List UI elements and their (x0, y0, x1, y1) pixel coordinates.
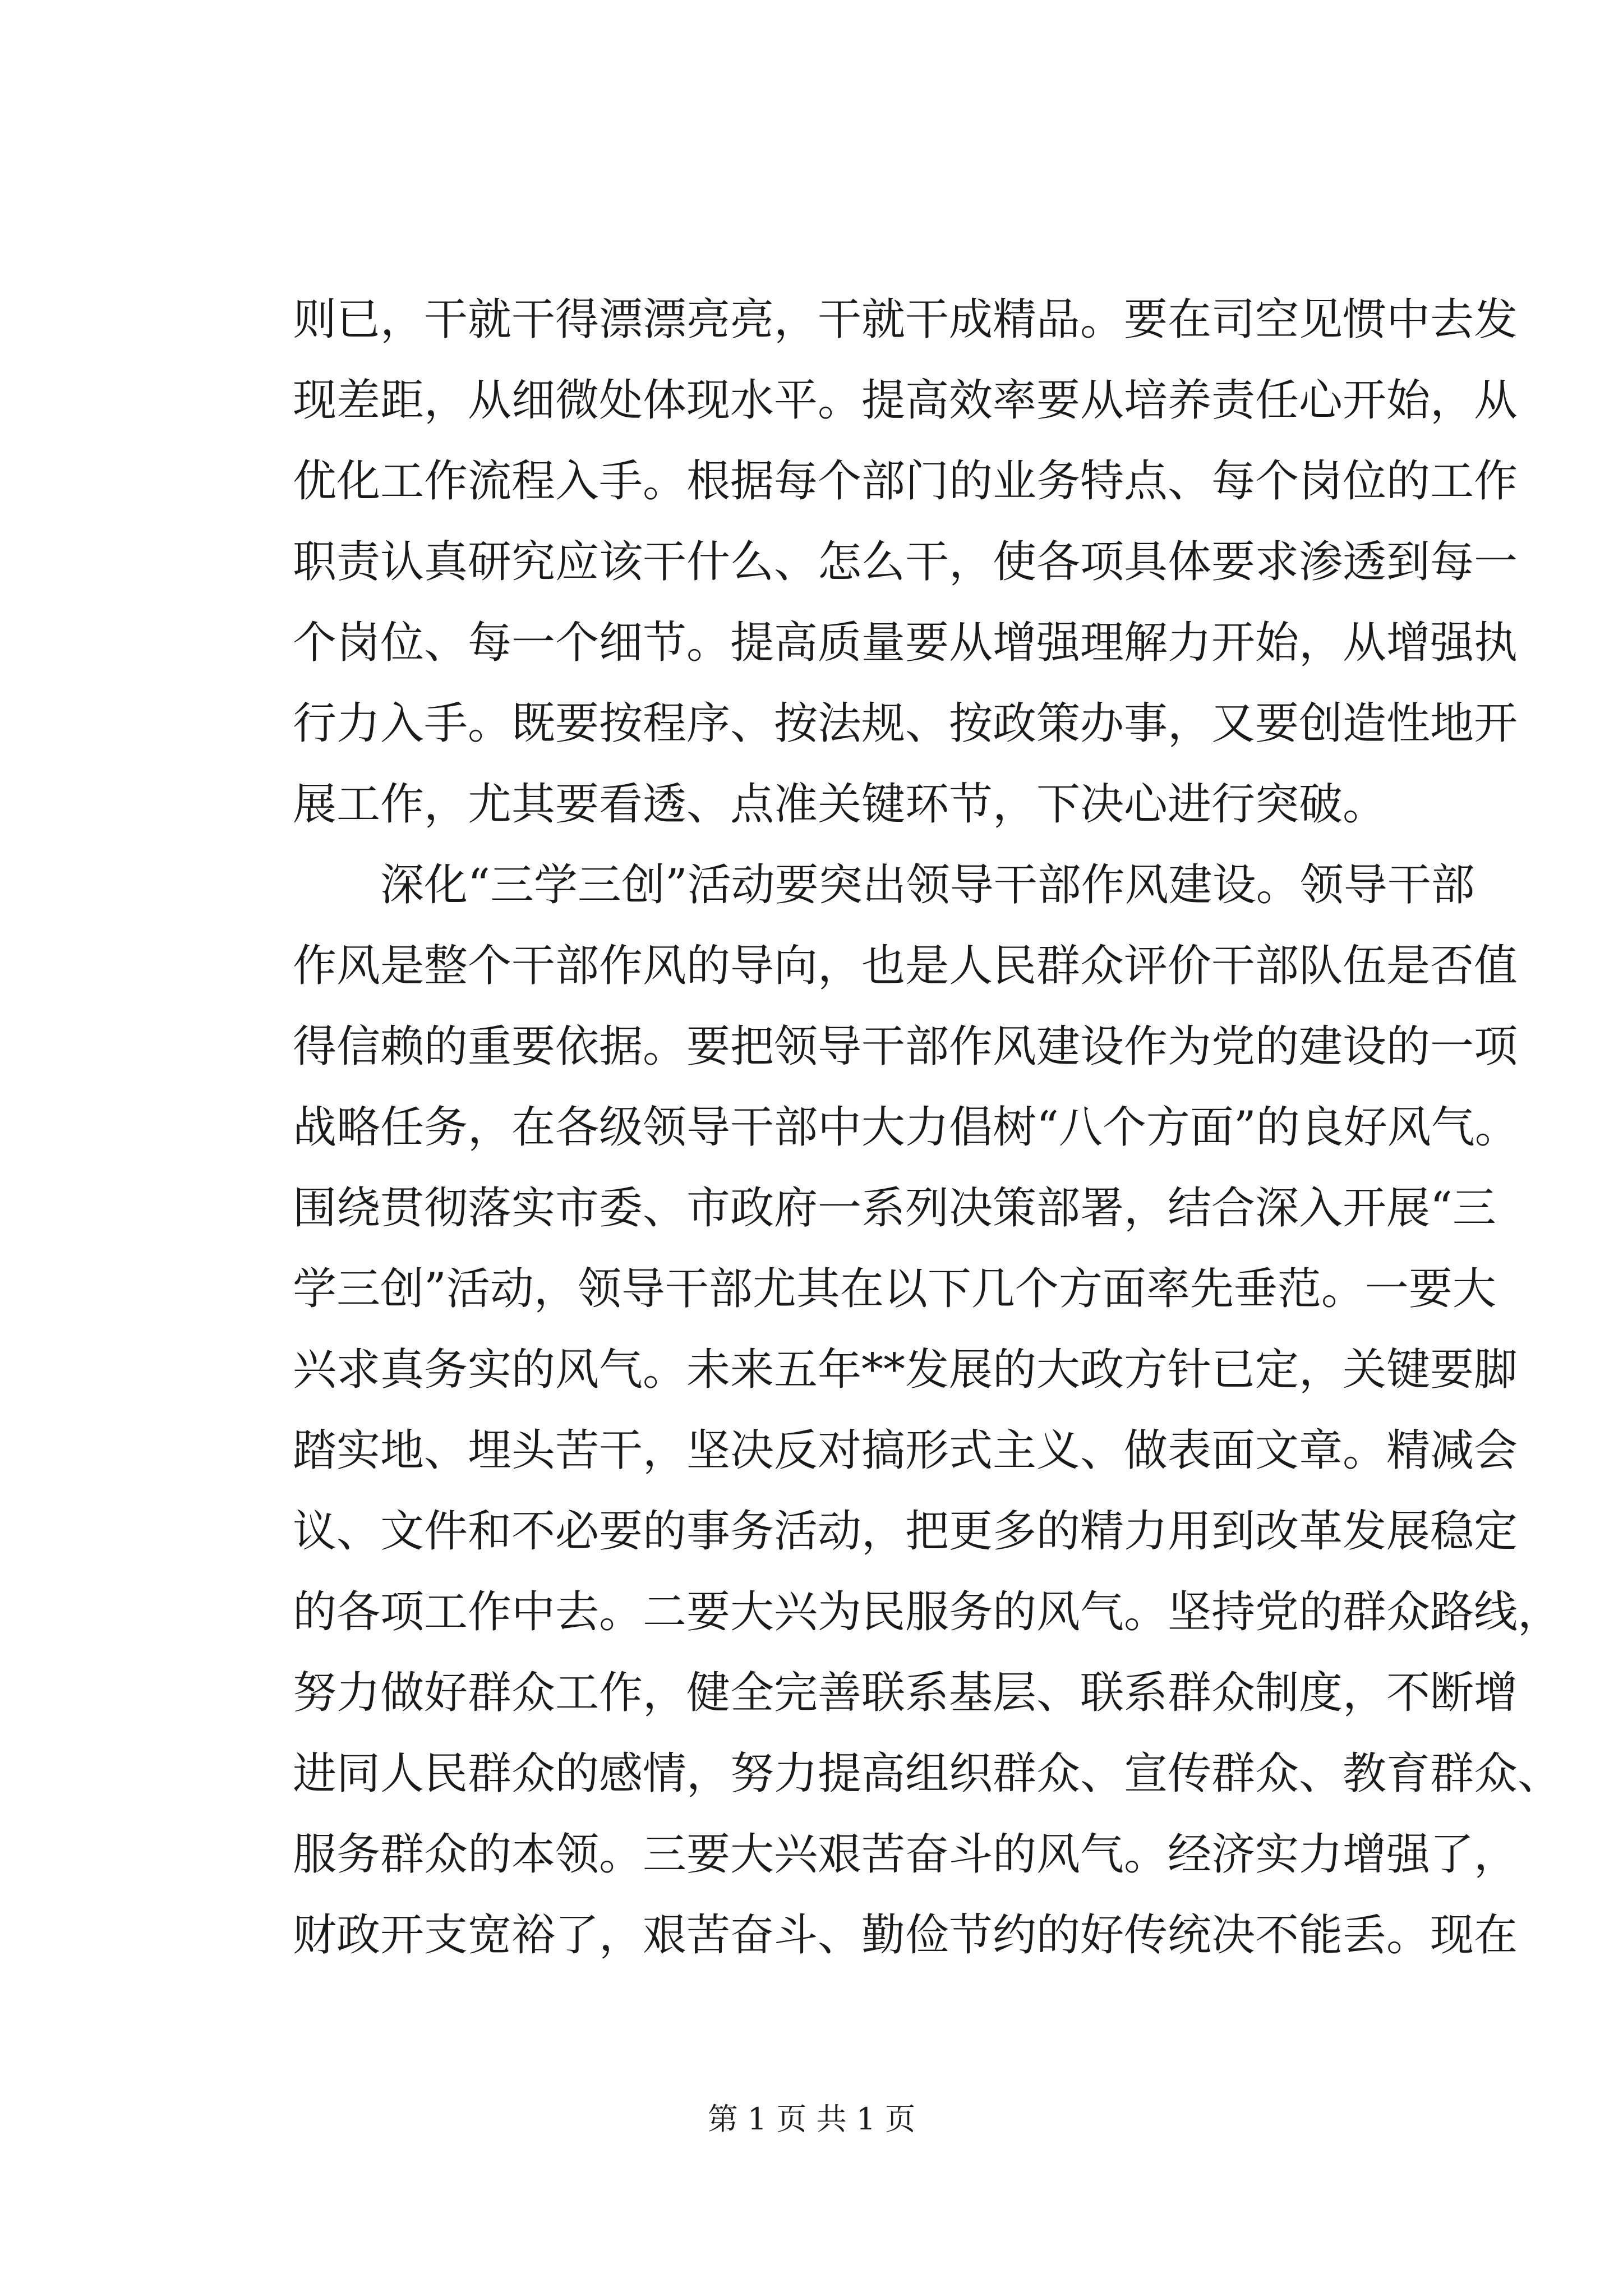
text-line: 进同人民群众的感情，努力提高组织群众、宣传群众、教育群众、 (293, 1749, 1562, 1799)
text-line: 议、文件和不必要的事务活动，把更多的精力用到改革发展稳定 (293, 1506, 1518, 1557)
text-line: 个岗位、每一个细节。提高质量要从增强理解力开始，从增强执 (293, 618, 1518, 668)
text-line: 展工作，尤其要看透、点准关键环节，下决心进行突破。 (293, 779, 1387, 830)
text-line: 优化工作流程入手。根据每个部门的业务特点、每个岗位的工作 (293, 456, 1518, 507)
text-line: 深化“三学三创”活动要突出领导干部作风建设。领导干部 (380, 860, 1475, 910)
text-line: 作风是整个干部作风的导向，也是人民群众评价干部队伍是否值 (293, 941, 1518, 991)
page-number-footer: 第 1 页 共 1 页 (707, 2101, 916, 2137)
text-line: 战略任务，在各级领导干部中大力倡树“八个方面”的良好风气。 (293, 1102, 1519, 1153)
text-line: 踏实地、埋头苦干，坚决反对搞形式主义、做表面文章。精减会 (293, 1425, 1518, 1476)
text-line: 兴求真务实的风气。未来五年**发展的大政方针已定，关键要脚 (293, 1345, 1518, 1395)
text-line: 现差距，从细微处体现水平。提高效率要从培养责任心开始，从 (293, 375, 1518, 426)
text-line: 则已，干就干得漂漂亮亮，干就干成精品。要在司空见惯中去发 (293, 295, 1518, 345)
body-text (293, 279, 1562, 1976)
text-line: 围绕贯彻落实市委、市政府一系列决策部署，结合深入开展“三 (293, 1183, 1496, 1234)
text-line: 职责认真研究应该干什么、怎么干，使各项具体要求渗透到每一 (293, 537, 1518, 587)
text-line: 得信赖的重要依据。要把领导干部作风建设作为党的建设的一项 (293, 1022, 1518, 1072)
text-line: 的各项工作中去。二要大兴为民服务的风气。坚持党的群众路线， (293, 1587, 1562, 1637)
text-line: 努力做好群众工作，健全完善联系基层、联系群众制度，不断增 (293, 1668, 1518, 1718)
text-line: 财政开支宽裕了，艰苦奋斗、勤俭节约的好传统决不能丢。现在 (293, 1910, 1518, 1961)
text-line: 行力入手。既要按程序、按法规、按政策办事，又要创造性地开 (293, 698, 1518, 749)
text-line: 服务群众的本领。三要大兴艰苦奋斗的风气。经济实力增强了， (293, 1829, 1518, 1880)
text-line: 学三创”活动，领导干部尤其在以下几个方面率先垂范。一要大 (293, 1264, 1496, 1314)
